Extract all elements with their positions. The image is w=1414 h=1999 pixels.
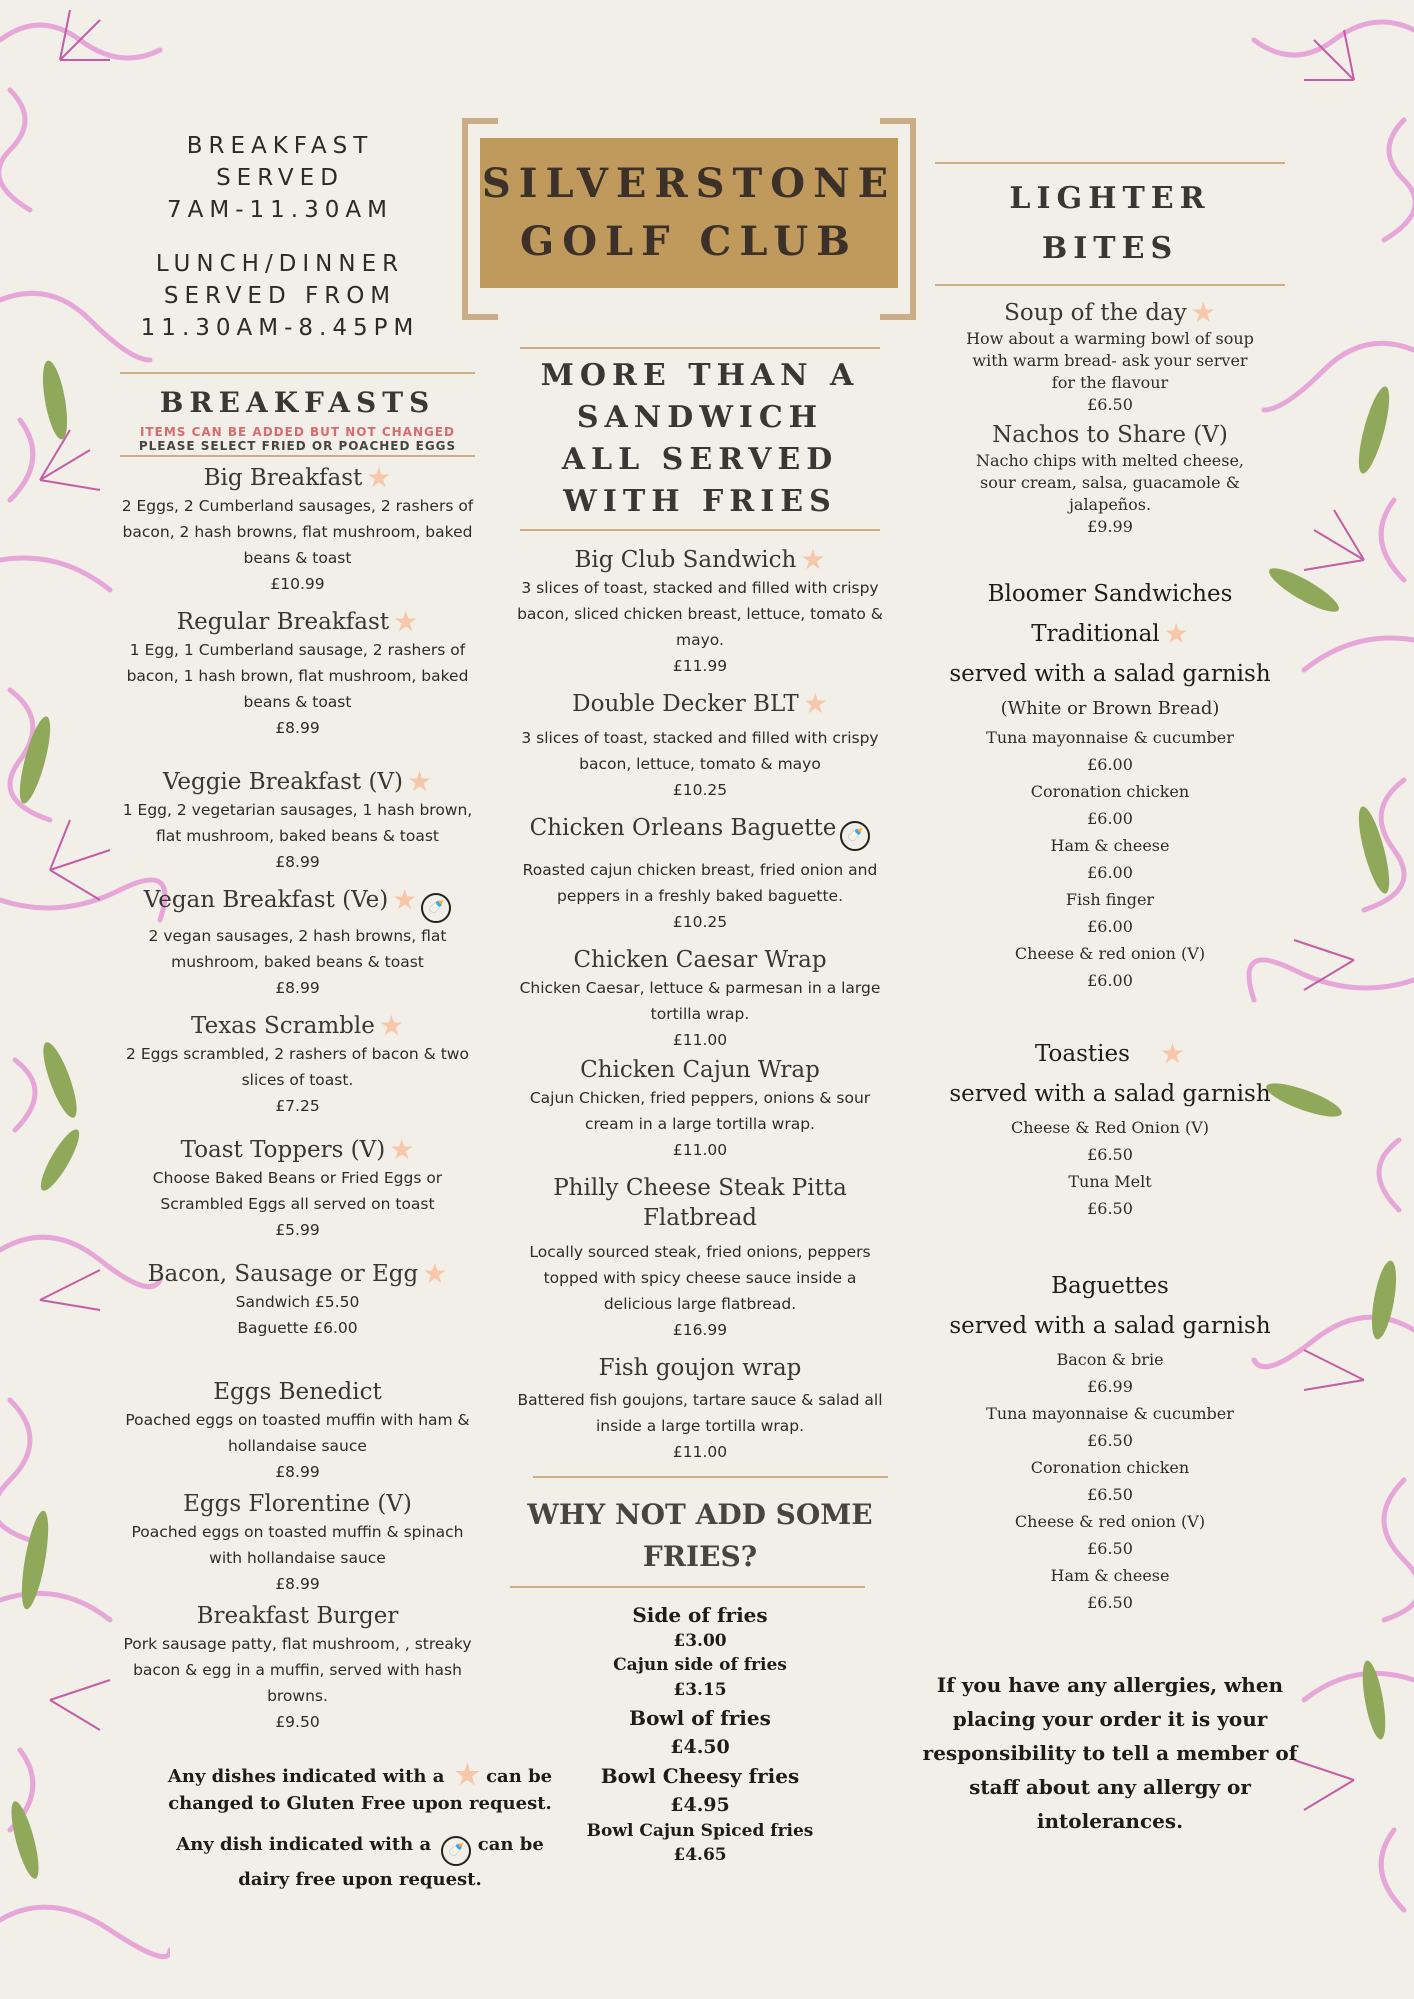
item-price: £8.99 [275, 979, 320, 997]
sandwich-option: Fish finger [1065, 890, 1155, 909]
item-price: £5.99 [275, 1221, 320, 1239]
sandwich-price: £6.00 [1087, 971, 1133, 990]
footnotes [150, 1758, 570, 1893]
baguettes-title: Baguettes [1051, 1273, 1169, 1299]
gluten-free-note: can be changed to Gluten Free upon request. [168, 1766, 553, 1814]
bottle-icon: 🍼 [441, 1836, 471, 1866]
star-icon: ★ [378, 1009, 404, 1042]
baguette-option: Ham & cheese [1050, 1566, 1170, 1585]
sandwich-price: £6.00 [1087, 917, 1133, 936]
fries-price: £3.15 [673, 1680, 727, 1700]
baguette-option: Bacon & brie [1056, 1350, 1164, 1369]
item-description: Pork sausage patty, flat mushroom, , streaky bacon & egg in a muffin, served with hash browns. [123, 1635, 472, 1705]
bloomer-section [935, 574, 1285, 994]
item-description: 1 Egg, 2 vegetarian sausages, 1 hash brown, flat mushroom, baked beans & toast [122, 801, 473, 845]
item-description: Roasted cajun chicken breast, fried onion and peppers in a freshly baked baguette. [522, 861, 878, 905]
bloomer-subtitle: Traditional [1031, 621, 1160, 647]
item-description: 2 Eggs, 2 Cumberland sausages, 2 rashers of bacon, 2 hash browns, flat mushroom, baked beans & toast [121, 497, 474, 567]
item-description: Choose Baked Beans or Fried Eggs or Scrambled Eggs all served on toast [152, 1169, 443, 1213]
item-description: Sandwich £5.50 [235, 1293, 360, 1311]
item-price: £6.50 [1087, 395, 1133, 414]
baguette-price: £6.50 [1087, 1593, 1133, 1612]
sandwich-option: Coronation chicken [1030, 782, 1190, 801]
fries-price: £4.50 [670, 1736, 730, 1758]
item-description: Nacho chips with melted cheese, sour cream, salsa, guacamole & jalapeños. [975, 451, 1245, 514]
item-price: £9.99 [1087, 517, 1133, 536]
toastie-price: £6.50 [1087, 1199, 1133, 1218]
lunch-hours-line: LUNCH/DINNER [155, 251, 405, 277]
item-price: £11.00 [672, 1443, 728, 1461]
title-line: SILVERSTONE [481, 160, 897, 207]
item-name: Regular Breakfast [176, 609, 390, 635]
menu-item [515, 545, 885, 679]
star-icon: ★ [392, 883, 418, 916]
bloomer-title: Bloomer Sandwiches [987, 581, 1233, 607]
item-price: £16.99 [672, 1321, 728, 1339]
item-description: 3 slices of toast, stacked and filled with crispy bacon, sliced chicken breast, lettuce, tomato & mayo. [517, 579, 883, 649]
menu-item [120, 607, 475, 741]
fries-price: £3.00 [673, 1631, 727, 1651]
sandwich-option: Tuna mayonnaise & cucumber [986, 728, 1234, 747]
item-name: Double Decker BLT [572, 691, 799, 717]
item-name: Chicken Cajun Wrap [580, 1057, 820, 1083]
baguette-option: Tuna mayonnaise & cucumber [986, 1404, 1234, 1423]
breakfasts-heading: BREAKFASTS [159, 386, 436, 419]
items-note: ITEMS CAN BE ADDED BUT NOT CHANGED [139, 425, 456, 439]
bloomer-bread: (White or Brown Bread) [1000, 698, 1220, 719]
menu-item [515, 813, 885, 935]
menu-item [120, 1489, 475, 1597]
star-icon: ★ [407, 765, 433, 798]
dairy-free-note: can be dairy free upon request. [238, 1834, 544, 1890]
item-price: £8.99 [275, 1463, 320, 1481]
menu-item [120, 1011, 475, 1119]
star-icon: ★ [454, 1758, 480, 1791]
item-price: £10.99 [270, 575, 325, 593]
fries-name: Cajun side of fries [613, 1655, 787, 1675]
bottle-icon: 🍼 [840, 821, 870, 851]
star-icon: ★ [1163, 617, 1189, 650]
sandwiches-heading-line: WITH FRIES [563, 484, 837, 519]
divider [510, 1586, 865, 1588]
item-description: Chicken Caesar, lettuce & parmesan in a large tortilla wrap. [519, 979, 881, 1023]
fries-section [510, 1476, 890, 1866]
bloomer-garnish: served with a salad garnish [949, 661, 1271, 687]
item-name: Philly Cheese Steak Pitta Flatbread [553, 1175, 847, 1231]
item-name: Texas Scramble [191, 1013, 375, 1039]
item-name: Big Club Sandwich [574, 547, 797, 573]
divider [533, 1476, 888, 1478]
divider [120, 372, 475, 374]
divider [935, 162, 1285, 164]
sandwiches-section [515, 347, 885, 1465]
sandwich-price: £6.00 [1087, 863, 1133, 882]
sandwiches-heading-line: SANDWICH [576, 400, 824, 435]
menu-item [120, 1601, 475, 1735]
allergy-note [900, 1668, 1320, 1838]
fries-list [510, 1602, 890, 1866]
item-description: 2 Eggs scrambled, 2 rashers of bacon & two slices of toast. [126, 1045, 469, 1089]
menu-item [935, 420, 1285, 538]
menu-item [935, 298, 1285, 416]
toastie-option: Tuna Melt [1068, 1172, 1152, 1191]
star-icon: ★ [1159, 1037, 1186, 1070]
baguette-price: £6.50 [1087, 1431, 1133, 1450]
baguette-option: Cheese & red onion (V) [1014, 1512, 1206, 1531]
item-price: £8.99 [275, 853, 320, 871]
lighter-bites-heading: LIGHTER BITES [1009, 181, 1211, 266]
bottle-icon: 🍼 [421, 893, 451, 923]
title-plate [480, 138, 898, 288]
item-price: £11.00 [672, 1141, 728, 1159]
item-name: Eggs Benedict [213, 1379, 382, 1405]
item-name: Breakfast Burger [196, 1603, 399, 1629]
menu-item [120, 1377, 475, 1485]
lighter-bites-section [935, 162, 1285, 1616]
divider [935, 284, 1285, 286]
sandwiches-heading-line: MORE THAN A [540, 358, 860, 393]
item-name: Fish goujon wrap [598, 1355, 802, 1381]
divider [520, 347, 880, 349]
item-name: Bacon, Sausage or Egg [147, 1261, 419, 1287]
sandwich-option: Ham & cheese [1050, 836, 1170, 855]
item-description: 2 vegan sausages, 2 hash browns, flat mushroom, baked beans & toast [148, 927, 447, 971]
item-price: £7.25 [275, 1097, 320, 1115]
toasties-garnish: served with a salad garnish [949, 1081, 1271, 1107]
fries-name: Bowl Cajun Spiced fries [586, 1821, 814, 1841]
toasties-title: Toasties [1034, 1041, 1130, 1067]
star-icon: ★ [393, 605, 419, 638]
fries-name: Bowl Cheesy fries [600, 1764, 800, 1788]
item-price: £10.25 [672, 781, 728, 799]
star-icon: ★ [802, 687, 828, 720]
lunch-hours-line: SERVED FROM [163, 283, 397, 309]
baguettes-section [935, 1266, 1285, 1616]
sandwich-option: Cheese & red onion (V) [1014, 944, 1206, 963]
menu-item [515, 689, 885, 803]
item-description: Cajun Chicken, fried peppers, onions & sour cream in a large tortilla wrap. [529, 1089, 871, 1133]
toastie-option: Cheese & Red Onion (V) [1010, 1118, 1210, 1137]
star-icon: ★ [800, 543, 826, 576]
fries-name: Side of fries [632, 1603, 768, 1627]
item-name: Veggie Breakfast (V) [162, 769, 404, 795]
toasties-section [935, 1034, 1285, 1222]
fries-price: £4.95 [670, 1794, 730, 1816]
fries-heading [510, 1494, 890, 1578]
baguette-price: £6.50 [1087, 1539, 1133, 1558]
fries-heading-line: FRIES? [642, 1540, 758, 1573]
club-title [462, 118, 916, 308]
menu-item [515, 1173, 885, 1343]
item-price: £9.50 [275, 1713, 320, 1731]
breakfast-hours-line: SERVED [216, 165, 344, 191]
item-name: Chicken Caesar Wrap [573, 947, 827, 973]
dairy-free-note: Any dish indicated with a [176, 1834, 432, 1855]
allergy-text: If you have any allergies, when placing your order it is your responsibility to tell a member of staff about any allergy or intolerances. [922, 1673, 1298, 1833]
star-icon: ★ [1190, 296, 1216, 329]
fries-price: £4.65 [673, 1845, 727, 1865]
item-description: 3 slices of toast, stacked and filled with crispy bacon, lettuce, tomato & mayo [521, 729, 879, 773]
item-price: £11.00 [672, 1031, 728, 1049]
menu-item [515, 945, 885, 1053]
breakfasts-section [120, 372, 475, 1735]
star-icon: ★ [389, 1133, 415, 1166]
breakfast-hours-line: BREAKFAST [186, 133, 374, 159]
item-description: 1 Egg, 1 Cumberland sausage, 2 rashers of bacon, 1 hash brown, flat mushroom, baked beans & toast [126, 641, 469, 711]
menu-item [120, 767, 475, 875]
eggs-note: PLEASE SELECT FRIED OR POACHED EGGS [138, 439, 457, 453]
item-price: £11.99 [672, 657, 728, 675]
menu-item [120, 463, 475, 597]
item-description: Poached eggs on toasted muffin with ham & hollandaise sauce [125, 1411, 470, 1455]
menu-item [515, 1353, 885, 1465]
item-price: £8.99 [275, 719, 320, 737]
toastie-price: £6.50 [1087, 1145, 1133, 1164]
breakfast-hours-line: 7AM-11.30AM [167, 197, 393, 223]
menu-item [120, 885, 475, 1001]
star-icon: ★ [366, 461, 392, 494]
item-name: Vegan Breakfast (Ve) [143, 887, 389, 913]
item-description: Poached eggs on toasted muffin & spinach with hollandaise sauce [131, 1523, 464, 1567]
lunch-hours-line: 11.30AM-8.45PM [140, 315, 420, 341]
sandwich-price: £6.00 [1087, 809, 1133, 828]
baguette-price: £6.99 [1087, 1377, 1133, 1396]
fries-heading-line: WHY NOT ADD SOME [527, 1498, 873, 1531]
star-icon: ★ [422, 1257, 448, 1290]
item-price: £8.99 [275, 1575, 320, 1593]
sandwich-price: £6.00 [1087, 755, 1133, 774]
item-name: Toast Toppers (V) [180, 1137, 386, 1163]
item-description: Battered fish goujons, tartare sauce & salad all inside a large tortilla wrap. [517, 1391, 883, 1435]
baguettes-garnish: served with a salad garnish [949, 1313, 1271, 1339]
divider [520, 529, 880, 531]
service-hours [120, 130, 440, 344]
item-name: Eggs Florentine (V) [183, 1491, 412, 1517]
baguette-price: £6.50 [1087, 1485, 1133, 1504]
item-name: Nachos to Share (V) [992, 422, 1228, 448]
gluten-free-note: Any dishes indicated with a [167, 1766, 445, 1787]
item-description: Locally sourced steak, fried onions, peppers topped with spicy cheese sauce inside a delicious large flatbread. [529, 1243, 871, 1313]
item-price: £10.25 [672, 913, 728, 931]
fries-name: Bowl of fries [629, 1706, 771, 1730]
sandwiches-heading-line: ALL SERVED [561, 442, 839, 477]
item-name: Chicken Orleans Baguette [529, 815, 837, 841]
item-description: How about a warming bowl of soup with warm bread- ask your server for the flavour [966, 329, 1254, 392]
baguette-option: Coronation chicken [1030, 1458, 1190, 1477]
title-line: GOLF CLUB [520, 218, 858, 265]
menu-item [120, 1135, 475, 1243]
item-name: Soup of the day [1004, 300, 1187, 326]
menu-item [515, 1055, 885, 1163]
menu-item [120, 1259, 475, 1341]
item-name: Big Breakfast [203, 465, 363, 491]
item-price: Baguette £6.00 [237, 1319, 358, 1337]
